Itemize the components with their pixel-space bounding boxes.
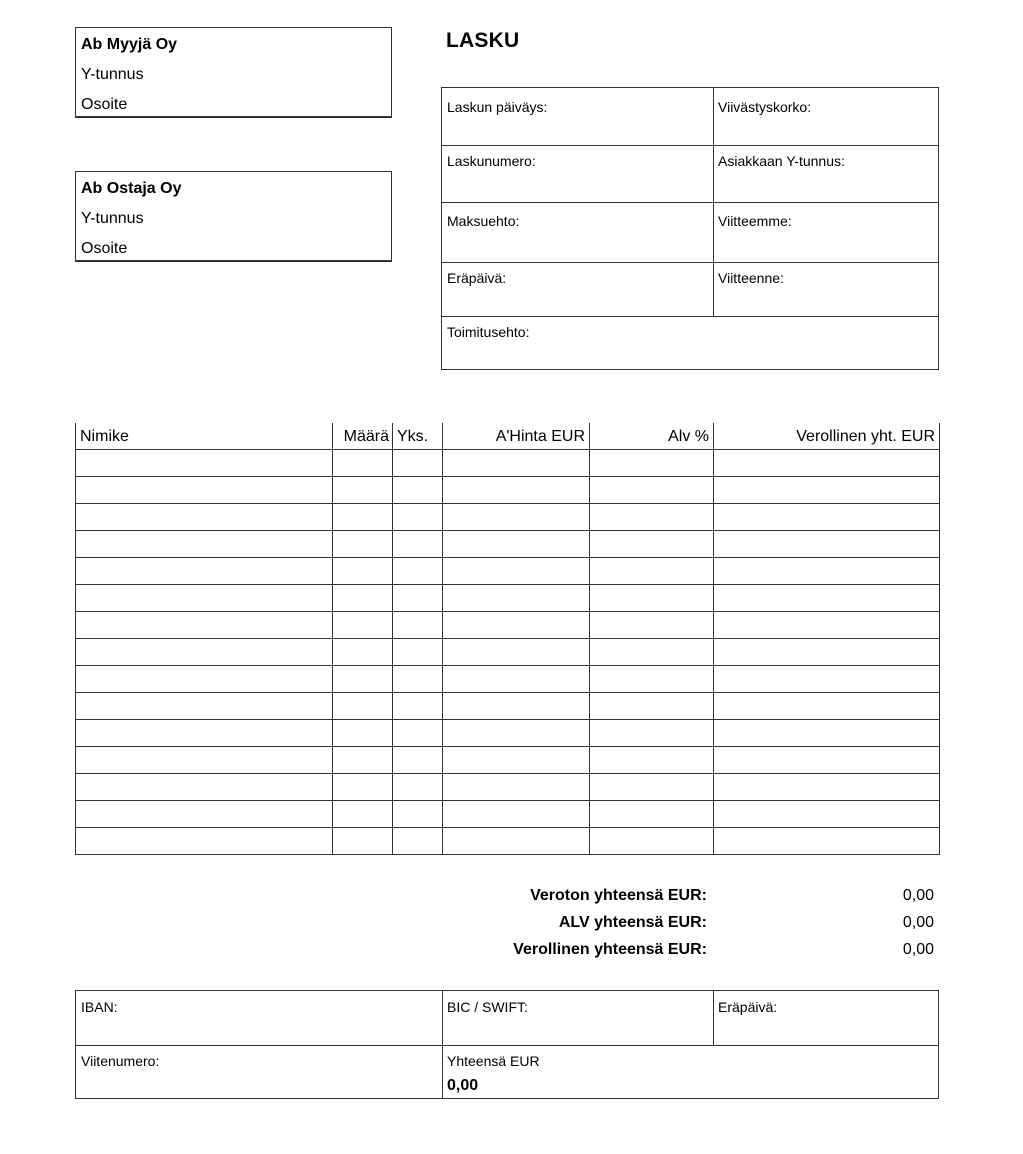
- customer-business-id-label: Asiakkaan Y-tunnus:: [718, 153, 845, 169]
- table-row: [76, 530, 940, 557]
- cell-unit: [393, 773, 443, 800]
- vat-total-value: 0,00: [902, 914, 934, 931]
- cell-unit: [393, 746, 443, 773]
- cell-unit-price: [443, 827, 590, 854]
- cell-quantity: [333, 611, 393, 638]
- cell-item: [76, 827, 333, 854]
- cell-unit: [393, 665, 443, 692]
- reference-number-label: Viitenumero:: [81, 1053, 160, 1069]
- cell-quantity: [333, 449, 393, 476]
- cell-unit-price: [443, 719, 590, 746]
- cell-unit: [393, 800, 443, 827]
- cell-quantity: [333, 746, 393, 773]
- cell-vat-percent: [590, 773, 714, 800]
- table-row: [76, 503, 940, 530]
- cell-total-with-vat: [714, 638, 940, 665]
- gross-total-label: Verollinen yhteensä EUR:: [513, 941, 707, 958]
- table-row: [76, 584, 940, 611]
- cell-quantity: [333, 530, 393, 557]
- seller-box: [75, 27, 392, 118]
- seller-address: Osoite: [81, 96, 128, 113]
- cell-total-with-vat: [714, 827, 940, 854]
- cell-total-with-vat: [714, 692, 940, 719]
- invoice-items-table: [75, 423, 940, 855]
- your-reference-label: Viitteenne:: [718, 270, 784, 286]
- payment-due-date-label: Eräpäivä:: [718, 999, 778, 1015]
- late-interest-label: Viivästyskorko:: [718, 99, 812, 115]
- cell-vat-percent: [590, 827, 714, 854]
- gross-total-value: 0,00: [902, 941, 934, 958]
- cell-item: [76, 773, 333, 800]
- cell-item: [76, 584, 333, 611]
- cell-total-with-vat: [714, 773, 940, 800]
- cell-vat-percent: [590, 746, 714, 773]
- table-row: [76, 746, 940, 773]
- cell-quantity: [333, 773, 393, 800]
- cell-unit-price: [443, 557, 590, 584]
- cell-unit: [393, 503, 443, 530]
- cell-item: [76, 557, 333, 584]
- table-row: [76, 476, 940, 503]
- cell-quantity: [333, 800, 393, 827]
- cell-unit-price: [443, 800, 590, 827]
- cell-unit: [393, 476, 443, 503]
- buyer-address: Osoite: [81, 240, 128, 257]
- table-row: [76, 800, 940, 827]
- invoice-date-label: Laskun päiväys:: [447, 99, 548, 115]
- table-row: [76, 611, 940, 638]
- cell-vat-percent: [590, 449, 714, 476]
- cell-item: [76, 638, 333, 665]
- cell-vat-percent: [590, 584, 714, 611]
- cell-vat-percent: [590, 557, 714, 584]
- cell-total-with-vat: [714, 611, 940, 638]
- payment-total-value: 0,00: [447, 1077, 479, 1094]
- cell-item: [76, 476, 333, 503]
- cell-total-with-vat: [714, 665, 940, 692]
- cell-vat-percent: [590, 692, 714, 719]
- cell-unit-price: [443, 773, 590, 800]
- cell-vat-percent: [590, 476, 714, 503]
- cell-item: [76, 746, 333, 773]
- buyer-name: Ab Ostaja Oy: [81, 180, 182, 197]
- invoice-info-grid: [441, 87, 939, 370]
- column-header-unit-price: A'Hinta EUR: [443, 423, 590, 449]
- cell-total-with-vat: [714, 800, 940, 827]
- cell-unit-price: [443, 449, 590, 476]
- cell-vat-percent: [590, 800, 714, 827]
- column-header-quantity: Määrä: [333, 423, 393, 449]
- cell-vat-percent: [590, 719, 714, 746]
- table-row: [76, 638, 940, 665]
- seller-name: Ab Myyjä Oy: [81, 36, 178, 53]
- bic-swift-label: BIC / SWIFT:: [447, 999, 528, 1015]
- table-header-row: [76, 423, 940, 449]
- cell-quantity: [333, 665, 393, 692]
- cell-item: [76, 800, 333, 827]
- table-row: [76, 719, 940, 746]
- net-total-label: Veroton yhteensä EUR:: [530, 887, 707, 904]
- cell-quantity: [333, 557, 393, 584]
- cell-item: [76, 665, 333, 692]
- cell-item: [76, 449, 333, 476]
- cell-total-with-vat: [714, 503, 940, 530]
- cell-unit: [393, 611, 443, 638]
- cell-total-with-vat: [714, 746, 940, 773]
- cell-total-with-vat: [714, 584, 940, 611]
- cell-unit-price: [443, 476, 590, 503]
- payment-info-box: [75, 990, 939, 1099]
- buyer-box: [75, 171, 392, 262]
- cell-vat-percent: [590, 665, 714, 692]
- cell-unit: [393, 449, 443, 476]
- cell-unit-price: [443, 584, 590, 611]
- cell-unit-price: [443, 530, 590, 557]
- column-header-total-with-vat: Verollinen yht. EUR: [714, 423, 940, 449]
- column-header-vat-percent: Alv %: [590, 423, 714, 449]
- table-row: [76, 827, 940, 854]
- cell-unit-price: [443, 638, 590, 665]
- cell-total-with-vat: [714, 449, 940, 476]
- net-total-value: 0,00: [902, 887, 934, 904]
- cell-total-with-vat: [714, 719, 940, 746]
- cell-unit: [393, 719, 443, 746]
- cell-item: [76, 530, 333, 557]
- cell-vat-percent: [590, 503, 714, 530]
- buyer-business-id: Y-tunnus: [81, 210, 144, 227]
- cell-quantity: [333, 503, 393, 530]
- cell-unit: [393, 827, 443, 854]
- table-row: [76, 665, 940, 692]
- invoice-number-label: Laskunumero:: [447, 153, 536, 169]
- cell-unit-price: [443, 692, 590, 719]
- cell-quantity: [333, 584, 393, 611]
- cell-quantity: [333, 719, 393, 746]
- cell-quantity: [333, 638, 393, 665]
- cell-unit: [393, 584, 443, 611]
- table-row: [76, 692, 940, 719]
- table-row: [76, 449, 940, 476]
- cell-unit-price: [443, 503, 590, 530]
- vat-total-label: ALV yhteensä EUR:: [558, 914, 707, 931]
- document-title: LASKU: [446, 29, 520, 52]
- delivery-terms-label: Toimitusehto:: [447, 324, 530, 340]
- cell-vat-percent: [590, 638, 714, 665]
- cell-item: [76, 719, 333, 746]
- cell-unit-price: [443, 746, 590, 773]
- cell-quantity: [333, 827, 393, 854]
- iban-label: IBAN:: [81, 999, 118, 1015]
- column-header-item: Nimike: [76, 423, 333, 449]
- cell-unit-price: [443, 665, 590, 692]
- cell-total-with-vat: [714, 557, 940, 584]
- table-row: [76, 773, 940, 800]
- seller-business-id: Y-tunnus: [81, 66, 144, 83]
- cell-item: [76, 611, 333, 638]
- cell-quantity: [333, 476, 393, 503]
- cell-item: [76, 692, 333, 719]
- cell-unit: [393, 692, 443, 719]
- cell-unit-price: [443, 611, 590, 638]
- cell-unit: [393, 530, 443, 557]
- cell-total-with-vat: [714, 530, 940, 557]
- payment-total-label: Yhteensä EUR: [447, 1053, 540, 1069]
- our-reference-label: Viitteemme:: [718, 213, 792, 229]
- cell-unit: [393, 638, 443, 665]
- column-header-unit: Yks.: [393, 423, 443, 449]
- cell-unit: [393, 557, 443, 584]
- cell-quantity: [333, 692, 393, 719]
- table-row: [76, 557, 940, 584]
- payment-terms-label: Maksuehto:: [447, 213, 520, 229]
- cell-total-with-vat: [714, 476, 940, 503]
- cell-vat-percent: [590, 530, 714, 557]
- due-date-label: Eräpäivä:: [447, 270, 507, 286]
- cell-vat-percent: [590, 611, 714, 638]
- cell-item: [76, 503, 333, 530]
